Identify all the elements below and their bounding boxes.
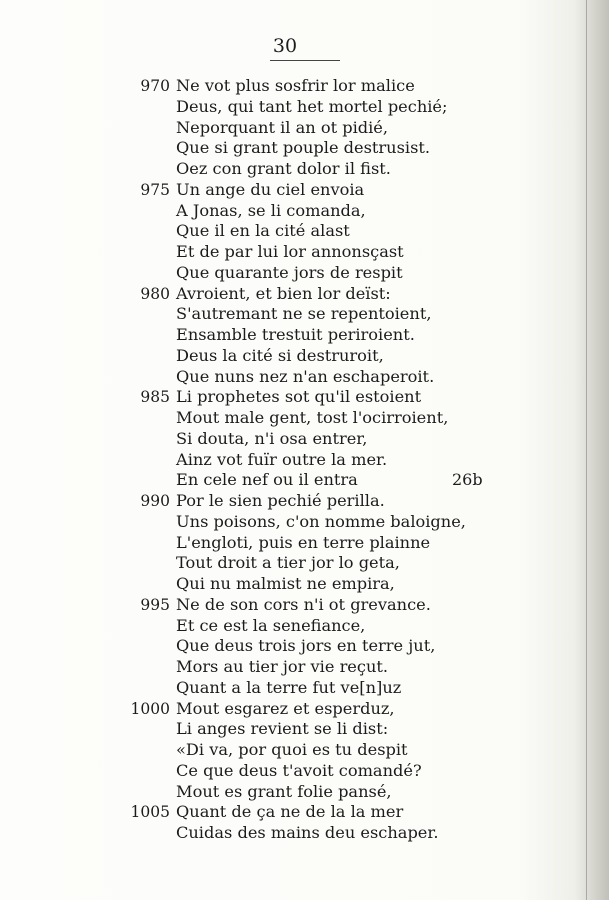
verse-text: Deus la cité si destruroit,	[176, 345, 384, 365]
verse-text: Et de par lui lor annonsçast	[176, 242, 404, 261]
verse-line	[0, 76, 609, 97]
line-number: 975	[140, 180, 170, 199]
verse-text: Si douta, n'i osa entrer,	[176, 428, 368, 448]
verse-line	[0, 201, 609, 222]
verse-line	[0, 450, 609, 471]
verse-text: Tout droit a tier jor lo geta,	[176, 553, 400, 573]
verse-line	[0, 740, 609, 761]
verse-text: Avroient, et bien lor deïst:	[176, 283, 391, 303]
verse-line	[0, 470, 609, 491]
verse-text: Mout es grant folie pansé,	[176, 781, 392, 801]
verse-text: Uns poisons, c'on nomme baloigne,	[176, 511, 466, 531]
line-number: 980	[140, 284, 170, 303]
line-number: 1000	[130, 699, 170, 718]
verse-line	[0, 284, 609, 305]
verse-text: Que quarante jors de respit	[176, 262, 403, 282]
verse-text: Mout esgarez et esperduz,	[176, 698, 395, 718]
page-number-rule	[270, 60, 340, 61]
verse-line	[0, 802, 609, 823]
verse-text: Que nuns nez n'an eschaperoit.	[176, 366, 435, 386]
verse-text: Neporquant il an ot pidié,	[176, 117, 389, 137]
verse-line	[0, 657, 609, 678]
verse-line	[0, 782, 609, 803]
verse-line	[0, 180, 609, 201]
verse-text: A Jonas, se li comanda,	[176, 200, 366, 220]
verse-line	[0, 533, 609, 554]
verse-text: Ne de son cors n'i ot grevance.	[176, 594, 431, 614]
verse-line	[0, 429, 609, 450]
verse-line	[0, 699, 609, 720]
verse-line	[0, 636, 609, 657]
line-number: 985	[140, 388, 170, 407]
verse-line	[0, 387, 609, 408]
verse-text: Quant de ça ne de la la mer	[176, 802, 404, 822]
verse-text: Li prophetes sot qu'il estoient	[176, 387, 422, 407]
verse-line	[0, 263, 609, 284]
verse-line	[0, 719, 609, 740]
verse-line	[0, 242, 609, 263]
line-number: 1005	[130, 803, 170, 822]
verse-text: Et ce est la senefiance,	[176, 615, 366, 635]
verse-text: L'engloti, puis en terre plainne	[176, 532, 431, 552]
verse-text: Quant a la terre fut ve[n]uz	[176, 677, 402, 697]
folio-marker: 26b	[452, 470, 483, 490]
verse-text: Ne vot plus sosfrir lor malice	[176, 76, 415, 95]
verse-text: Ensamble trestuit periroient.	[176, 325, 415, 344]
verse-text: Que il en la cité alast	[176, 221, 350, 241]
verse-text: Qui nu malmist ne empira,	[176, 574, 395, 593]
verse-line	[0, 346, 609, 367]
verse-line	[0, 304, 609, 325]
verse-line	[0, 553, 609, 574]
verse-text: Li anges revient se li dist:	[176, 719, 389, 739]
verse-line	[0, 159, 609, 180]
verse-line	[0, 595, 609, 616]
line-number: 990	[140, 492, 170, 510]
poem-text	[0, 76, 609, 844]
verse-line	[0, 491, 609, 512]
verse-text: Que si grant pouple destrusist.	[176, 138, 431, 158]
verse-line	[0, 408, 609, 429]
verse-line	[0, 118, 609, 139]
verse-line	[0, 325, 609, 346]
verse-text: En cele nef ou il entra	[176, 470, 358, 490]
verse-line	[0, 823, 609, 844]
verse-line	[0, 97, 609, 118]
verse-line	[0, 616, 609, 637]
verse-line	[0, 138, 609, 159]
verse-text: Por le sien pechié perilla.	[176, 491, 385, 510]
verse-line	[0, 574, 609, 595]
verse-text: S'autremant ne se repentoient,	[176, 304, 432, 324]
verse-line	[0, 678, 609, 699]
page-number: 30	[272, 35, 298, 57]
verse-text: Mout male gent, tost l'ocirroient,	[176, 408, 449, 427]
line-number: 970	[140, 77, 170, 95]
verse-line	[0, 512, 609, 533]
verse-text: Que deus trois jors en terre jut,	[176, 636, 436, 656]
verse-line	[0, 221, 609, 242]
verse-line	[0, 761, 609, 782]
line-number: 995	[140, 595, 170, 614]
verse-text: Oez con grant dolor il fist.	[176, 159, 391, 178]
verse-text: Mors au tier jor vie reçut.	[176, 657, 389, 676]
verse-line	[0, 367, 609, 388]
verse-text: «Di va, por quoi es tu despit	[176, 740, 408, 759]
verse-text: Ainz vot fuïr outre la mer.	[176, 449, 388, 469]
verse-text: Ce que deus t'avoit comandé?	[176, 760, 422, 780]
verse-text: Cuidas des mains deu eschaper.	[176, 823, 439, 842]
verse-text: Un ange du ciel envoia	[176, 179, 365, 199]
verse-text: Deus, qui tant het mortel pechié;	[176, 96, 448, 116]
